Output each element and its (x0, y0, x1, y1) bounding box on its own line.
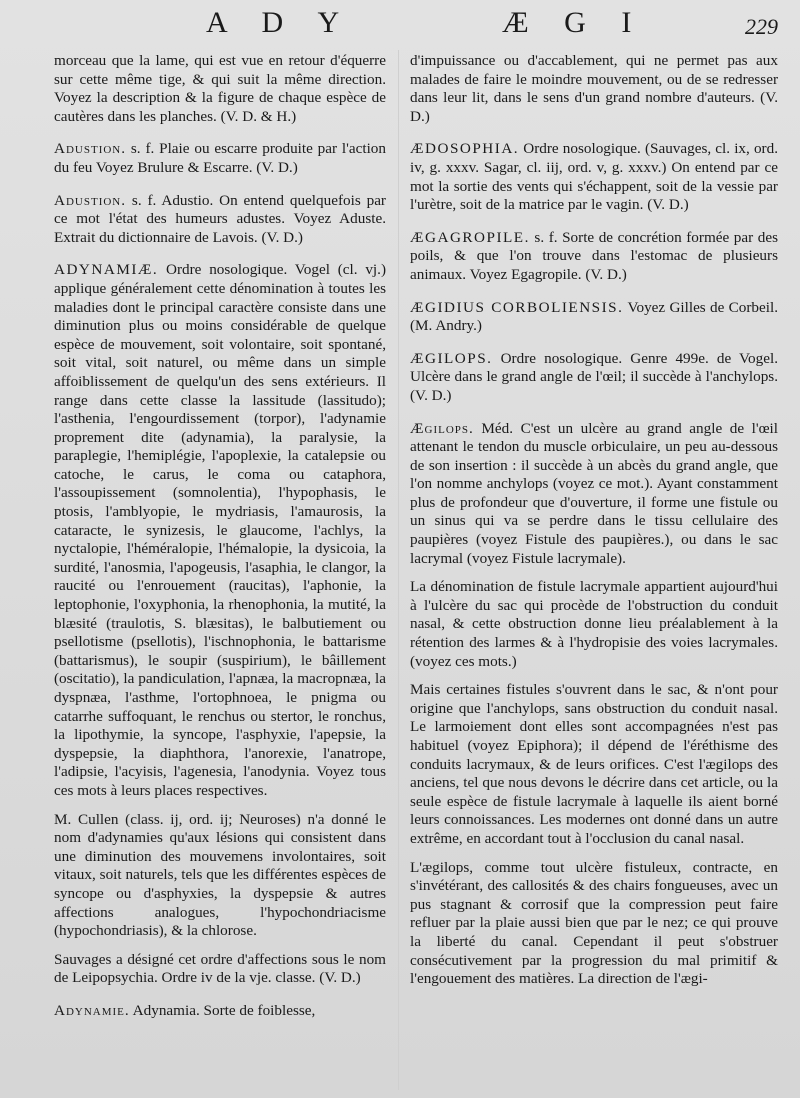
headword: ÆDOSOPHIA. (410, 140, 520, 158)
column-gutter (398, 50, 399, 1090)
headword: Adustion. (54, 140, 127, 158)
entry-aedosophia: ÆDOSOPHIA. Ordre nosologique. (Sauvages, cl. ix, ord. iv, g. xxxv. Sagar, cl. iij, ord. v, g. xxxv.) On entend par ce mot la sortie des vents qui s'échappent, soit de la vessie par l'urètre, soit de la matrice par le vagin. (V. D.) (410, 140, 778, 214)
running-head-right: Æ G I (502, 6, 646, 39)
entry-paragraph: Mais certaines fistules s'ouvrent dans le sac, & n'ont pour origine que l'anchylops, sans obstruction du conduit nasal. Le larmoiement dont elles sont accompagnées n'est pas habituel (voyez Epiphora); il dépend de l'éréthisme des conduits lacrymaux, & de leurs orifices. C'est l'ægilops des anciens, tel que nous devons le décrire dans cet article, ou la seule espèce de fistule lacrymale à laquelle ils aient borné leurs connoissances. Les modernes ont donné dans un autre extrême, en accordant tout à l'occlusion du canal nasal. (410, 681, 778, 847)
entry-aegidius: ÆGIDIUS CORBOLIENSIS. Voyez Gilles de Corbeil. (M. Andry.) (410, 298, 779, 335)
left-column (54, 52, 386, 1035)
headword: ADYNAMIÆ. (54, 261, 159, 279)
entry-paragraph: L'ægilops, comme tout ulcère fistuleux, contracte, en s'invétérant, des callosités & des chairs fongueuses, avec un pus stagnant & corrosif que la compression peut faire refluer par la plaie aussi bien que par le nez; ce qui prouve la liberté du canal. Cependant il peut s'obstruer consécutivement par la progression du mal primitif & l'engouement des matières. La direction de l'ægi- (410, 858, 778, 988)
headword: ÆGIDIUS CORBOLIENSIS. (410, 298, 624, 316)
headword: Adustion. (54, 191, 127, 209)
headword: Ægilops. (410, 419, 474, 437)
headword: ÆGAGROPILE. (410, 228, 530, 246)
entry-paragraph: M. Cullen (class. ij, ord. ij; Neuroses) n'a donné le nom d'adynamies qu'aux lésions qui consistent dans une diminution des mouvemens involontaires, soit vitaux, soit naturels, tels que les différentes espèces de syncope ou d'asphyxies, la dyspepsie & autres affections analogues, l'hypochondriacisme (hypochondriasis), & la chlorose. (54, 810, 386, 940)
page-number: 229 (745, 14, 778, 39)
entry-adynamie: Adynamie. Adynamia. Sorte de foiblesse, (54, 1001, 316, 1019)
right-column (410, 52, 778, 1003)
entry-aegagropile: ÆGAGROPILE. s. f. Sorte de concrétion formée par des poils, & que l'on trouve dans l'estomac de plusieurs animaux. Voyez Egagropile. (V. D.) (410, 228, 778, 283)
entry-paragraph: morceau que la lame, qui est vue en retour d'équerre sur cette même tige, & qui suit la même direction. Voyez la description & la figure de chaque espèce de cautères dans les planches. (V. D. & H.) (54, 52, 386, 125)
headword: Adynamie. (54, 1001, 130, 1019)
entry-paragraph: d'impuissance ou d'accablement, qui ne permet pas aux malades de faire le moindre mouvement, ou de se redresser dans leur lit, dans le sens d'un grand nombre d'auteurs. (V. D.) (410, 52, 778, 125)
entry-adustion-1: Adustion. s. f. Plaie ou escarre produite par l'action du feu Voyez Brulure & Escarre. (V. D.) (54, 140, 386, 176)
headword: ÆGILOPS. (410, 349, 493, 367)
entry-paragraph: La dénomination de fistule lacrymale appartient aujourd'hui à l'ulcère du sac qui procède de l'obstruction du conduit nasal, & cette obstruction donne lieu préalablement à la rétention des larmes & à l'hydropisie des voies lacrymales. (voyez ces mots.) (410, 578, 778, 670)
running-head-left: A D Y (206, 6, 354, 39)
entry-adustion-2: Adustion. s. f. Adustio. On entend quelquefois par ce mot l'état des humeurs adustes. Voyez Aduste. Extrait du dictionnaire de Lavois. (V. D.) (54, 191, 386, 246)
entry-paragraph: Sauvages a désigné cet ordre d'affections sous le nom de Leipopsychia. Ordre iv de la vje. classe. (V. D.) (54, 950, 386, 987)
entry-adynamiae: ADYNAMIÆ. Ordre nosologique. Vogel (cl. vj.) applique généralement cette dénomination à toutes les maladies dont le principal caractère consiste dans une diminution plus ou moins considérable de quelque espèce de mouvement, soit volontaire, soit spontané, soit vital, soit naturel, ou même dans un simple affoiblissement de quelqu'un des sens extérieurs. Il range dans cette classe la lassitude (lassitudo); l'asthenia, l'engourdissement (torpor), l'adynamie proprement dite (adynamia), la paralysie, la paraplegie, l'hemiplégie, l'apoplexie, la catalepsie ou catoche, le carus, le coma ou cataphora, l'assoupissement (somnolentia), l'hypophasis, le ptosis, l'amblyopie, le mydriasis, l'amaurosis, la cataracte, le synizesis, le glaucome, l'achlys, la nyctalopie, l'héméralopie, l'hémalopie, la dysicoia, la surdité, l'anosmia, l'apogeusis, l'asaphia, le clangor, la raucité ou l'enrouement (raucitas), l'aphonie, la leptophonie, l'oxyphonia, la rhenophonia, la mutité, la blæsité (traulotis, S. blæsitas), le balbutiement ou psellotisme (psellotis), l'ischnophonia, le battarisme (battarismus), le soupir (suspirium), le bâillement (oscitatio), la pandiculation, l'apnæa, la macropnæa, la dyspnæa, l'asthme, l'ortophnoea, le pnigma ou catarrhe suffoquant, le renchus ou stertor, le ronchus, la lipothymie, la syncope, l'asphyxie, l'apepsie, la dyspepsie, la diaphthora, l'anorexie, l'anatrope, l'adipsie, l'acyisis, l'agenesia, l'anodynia. Voyez tous ces mots à leurs places respectives. (54, 261, 386, 799)
entry-aegilops-med: Ægilops. Méd. C'est un ulcère au grand angle de l'œil attenant le tendon du muscle orbiculaire, un peu au-dessous de son insertion : il succède à un abcès du grand angle, que l'on nomme anchylops (voyez ce mot.). Ayant constamment plus de profondeur que d'ouverture, il forme une fistule ou un sinus qui va se perdre dans le tissu cellulaire des paupières (voyez Fistule des paupières.), ou dans le sac lacrymal (voyez Fistule lacrymale). (410, 419, 778, 567)
entry-aegilops: ÆGILOPS. Ordre nosologique. Genre 499e. de Vogel. Ulcère dans le grand angle de l'œil; il succède à l'anchylops. (V. D.) (410, 349, 778, 404)
